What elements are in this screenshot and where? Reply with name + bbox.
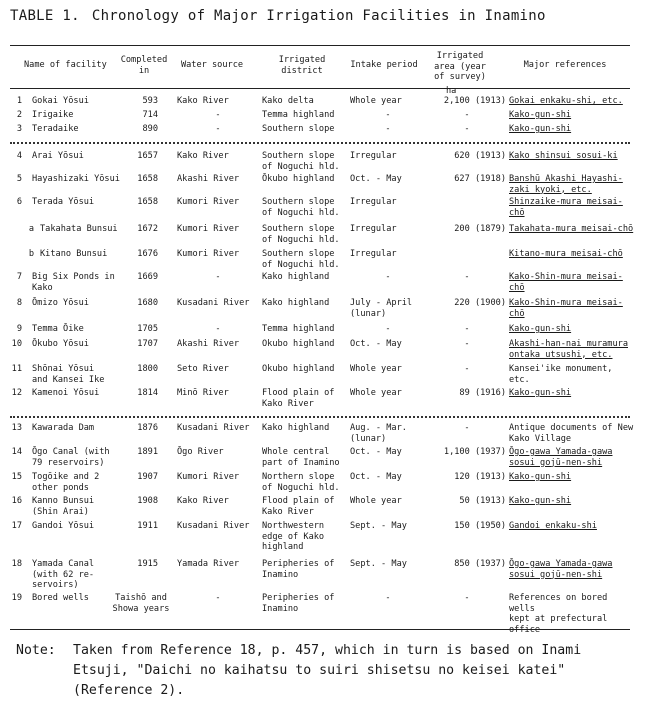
cell-completed: 714 (142, 110, 158, 120)
cell-completed: 1891 (137, 447, 158, 457)
cell-refs: Takahata-mura meisai-chō (509, 224, 634, 234)
cell-water: Kumori River (177, 472, 240, 482)
cell-district: Kako delta (262, 96, 314, 106)
cell-district: Okubo highland (262, 364, 335, 374)
cell-refs: Ōgo-gawa Yamada-gawa sosui gojū-nen-shi (509, 559, 613, 580)
cell-water: Kusadani River (177, 423, 250, 433)
cell-refs: Kako-gun-shi (509, 472, 572, 482)
cell-district: Ōkubo highland (262, 174, 335, 184)
cell-name: Arai Yōsui (32, 151, 84, 161)
cell-completed: 1800 (137, 364, 158, 374)
cell-intake: Aug. - Mar. (lunar) (350, 423, 407, 444)
row-number: 13 (11, 423, 22, 433)
cell-intake: July - April (lunar) (350, 298, 413, 319)
cell-area: 120 (1913) (454, 472, 506, 482)
cell-completed: 1908 (137, 496, 158, 506)
cell-completed: 1672 (137, 224, 158, 234)
cell-name: Ōgo Canal (with 79 reservoirs) (32, 447, 110, 468)
cell-refs: Kako-Shin-mura meisai-chō (509, 298, 623, 319)
top-rule (10, 45, 630, 46)
cell-intake: - (385, 272, 391, 282)
cell-area: 89 (1916) (459, 388, 506, 398)
cell-completed: Taishō and Showa years (112, 593, 170, 614)
cell-refs: Kako-gun-shi (509, 124, 572, 134)
cell-area: - (464, 272, 470, 282)
cell-refs: Shinzaike-mura meisai-chō (509, 197, 623, 218)
cell-intake: Irregular (350, 224, 397, 234)
cell-water: Kumori River (177, 249, 240, 259)
cell-completed: 1814 (137, 388, 158, 398)
row-number: 12 (11, 388, 22, 398)
cell-district: Southern slope of Noguchi hld. (262, 151, 340, 172)
cell-completed: 593 (142, 96, 158, 106)
cell-district: Kako highland (262, 272, 330, 282)
cell-refs: Gandoi enkaku-shi (509, 521, 597, 531)
cell-district: Peripheries of Inamino (262, 559, 335, 580)
table-title (10, 8, 558, 24)
cell-completed: 1680 (137, 298, 158, 308)
row-number: 10 (11, 339, 22, 349)
cell-refs: Antique documents of New Kako Village (509, 423, 634, 444)
cell-name: Kanno Bunsui (Shin Arai) (32, 496, 95, 517)
cell-water: Kumori River (177, 197, 240, 207)
cell-refs: Kako-gun-shi (509, 388, 572, 398)
cell-water: Ōgo River (177, 447, 224, 457)
header-completed: Completed in (120, 55, 168, 76)
cell-refs: Kansei'ike monument, etc. (509, 364, 613, 385)
row-number: 18 (11, 559, 22, 569)
cell-district: Temma highland (262, 110, 335, 120)
cell-area: 50 (1913) (459, 496, 506, 506)
cell-water: Kusadani River (177, 298, 250, 308)
cell-district: Flood plain of Kako River (262, 388, 335, 409)
cell-district: Peripheries of Inamino (262, 593, 335, 614)
cell-refs: Banshū Akashi Hayashi- zaki kyoki, etc. (509, 174, 623, 195)
cell-water: Kako River (177, 496, 229, 506)
cell-intake: - (385, 593, 391, 603)
row-number: 5 (16, 174, 22, 184)
cell-name: Ōkubo Yōsui (32, 339, 89, 349)
cell-intake: - (385, 110, 391, 120)
cell-name: Temma Ōike (32, 324, 84, 334)
cell-area: 627 (1918) (454, 174, 506, 184)
cell-area: - (464, 364, 470, 374)
row-number: 14 (11, 447, 22, 457)
cell-intake: Sept. - May (350, 559, 407, 569)
cell-area: 200 (1879) (454, 224, 506, 234)
cell-refs: Ōgo-gawa Yamada-gawa sosui gojū-nen-shi (509, 447, 613, 468)
cell-intake: Irregular (350, 249, 397, 259)
cell-name: Irigaike (32, 110, 74, 120)
cell-water: Yamada River (177, 559, 240, 569)
cell-refs: Kako-gun-shi (509, 110, 572, 120)
row-number: 17 (11, 521, 22, 531)
cell-name: Shōnai Yōsui and Kansei Ike (32, 364, 105, 385)
row-number: 1 (16, 96, 22, 106)
cell-intake: Sept. - May (350, 521, 407, 531)
cell-district: Southern slope (262, 124, 335, 134)
cell-intake: Oct. - May (350, 447, 402, 457)
cell-completed: 1907 (137, 472, 158, 482)
row-number: 3 (16, 124, 22, 134)
cell-completed: 1876 (137, 423, 158, 433)
cell-district: Kako highland (262, 298, 330, 308)
cell-completed: 890 (142, 124, 158, 134)
cell-completed: 1669 (137, 272, 158, 282)
cell-area: - (464, 110, 470, 120)
cell-completed: 1705 (137, 324, 158, 334)
cell-area: 220 (1900) (454, 298, 506, 308)
cell-water: Kako River (177, 151, 229, 161)
header-water-source: Water source (180, 60, 244, 70)
header-name: Name of facility (24, 60, 107, 70)
cell-name: Kitano Bunsui (40, 249, 108, 259)
cell-district: Northwestern edge of Kako highland (262, 521, 325, 552)
cell-intake: Whole year (350, 496, 402, 506)
cell-name: Big Six Ponds in Kako (32, 272, 115, 293)
cell-district: Northern slope of Noguchi hld. (262, 472, 340, 493)
cell-name: Terada Yōsui (32, 197, 95, 207)
cell-area: - (464, 593, 470, 603)
header-rule (10, 88, 630, 89)
row-number: 6 (16, 197, 22, 207)
era-separator (10, 142, 630, 144)
cell-water: Seto River (177, 364, 229, 374)
note-line: Etsuji, "Daichi no kaihatsu to suiri shisetsu no keisei katei" (73, 663, 566, 678)
cell-refs: Gokai enkaku-shi, etc. (509, 96, 623, 106)
cell-area: 1,100 (1937) (443, 447, 506, 457)
cell-refs: Kako-gun-shi (509, 324, 572, 334)
header-intake-period: Intake period (350, 60, 418, 70)
cell-district: Southern slope of Noguchi hld. (262, 197, 340, 218)
cell-completed: 1658 (137, 174, 158, 184)
cell-completed: 1676 (137, 249, 158, 259)
row-number: 2 (16, 110, 22, 120)
unit-label: ha (446, 86, 457, 96)
cell-district: Southern slope of Noguchi hld. (262, 224, 340, 245)
cell-completed: 1915 (137, 559, 158, 569)
cell-intake: Whole year (350, 96, 402, 106)
cell-water: Kusadani River (177, 521, 250, 531)
cell-district: Temma highland (262, 324, 335, 334)
note-line: Taken from Reference 18, p. 457, which in turn is based on Inami (73, 643, 582, 658)
cell-intake: Whole year (350, 364, 402, 374)
cell-name: Yamada Canal (with 62 re- servoirs) (32, 559, 95, 590)
table-title-text: Chronology of Major Irrigation Facilities in Inamino (91, 8, 546, 24)
cell-water: Minō River (177, 388, 229, 398)
cell-intake: Irregular (350, 197, 397, 207)
cell-water: Kumori River (177, 224, 240, 234)
cell-district: Kako highland (262, 423, 330, 433)
cell-area: 620 (1913) (454, 151, 506, 161)
cell-area: 150 (1950) (454, 521, 506, 531)
cell-name: Kawarada Dam (32, 423, 95, 433)
cell-area: - (464, 124, 470, 134)
cell-completed: 1911 (137, 521, 158, 531)
cell-refs: Kako-Shin-mura meisai-chō (509, 272, 623, 293)
cell-intake: Whole year (350, 388, 402, 398)
note-label: Note: (16, 643, 56, 658)
table-label: TABLE 1. (10, 8, 80, 24)
header-irrigated-area: Irrigated area (year of survey) (434, 51, 486, 82)
cell-refs: Kako shinsui sosui-ki (509, 151, 618, 161)
cell-name: Kamenoi Yōsui (32, 388, 100, 398)
cell-district: Okubo highland (262, 339, 335, 349)
row-number: 7 (16, 272, 22, 282)
row-number: a (28, 224, 34, 234)
row-number: 15 (11, 472, 22, 482)
cell-name: Takahata Bunsui (40, 224, 118, 234)
cell-water: Kako River (177, 96, 229, 106)
cell-intake: - (385, 124, 391, 134)
cell-intake: Irregular (350, 151, 397, 161)
cell-water: - (215, 110, 221, 120)
row-number: 9 (16, 324, 22, 334)
cell-water: Akashi River (177, 174, 240, 184)
cell-district: Flood plain of Kako River (262, 496, 335, 517)
cell-completed: 1657 (137, 151, 158, 161)
row-number: 11 (11, 364, 22, 374)
row-number: 4 (16, 151, 22, 161)
cell-area: 850 (1937) (454, 559, 506, 569)
cell-intake: Oct. - May (350, 174, 402, 184)
cell-name: Bored wells (32, 593, 89, 603)
cell-intake: Oct. - May (350, 339, 402, 349)
cell-name: Togōike and 2 other ponds (32, 472, 100, 493)
cell-water: - (215, 324, 221, 334)
cell-name: Gokai Yōsui (32, 96, 89, 106)
cell-water: Akashi River (177, 339, 240, 349)
row-number: 8 (16, 298, 22, 308)
cell-refs: References on bored wells kept at prefectural office (509, 593, 608, 635)
cell-name: Teradaike (32, 124, 79, 134)
row-number: 16 (11, 496, 22, 506)
cell-refs: Akashi-han-nai muramura ontaka utsushi, etc. (509, 339, 628, 360)
cell-name: Gandoi Yōsui (32, 521, 95, 531)
row-number: b (28, 249, 34, 259)
row-number: 19 (11, 593, 22, 603)
cell-name: Hayashizaki Yōsui (32, 174, 120, 184)
cell-water: - (215, 593, 221, 603)
cell-intake: Oct. - May (350, 472, 402, 482)
cell-area: - (464, 339, 470, 349)
cell-completed: 1707 (137, 339, 158, 349)
cell-refs: Kako-gun-shi (509, 496, 572, 506)
cell-water: - (215, 124, 221, 134)
note-line: (Reference 2). (73, 683, 185, 698)
cell-water: - (215, 272, 221, 282)
header-major-references: Major references (523, 60, 607, 70)
header-irrigated-district: Irrigated district (278, 55, 326, 76)
cell-area: - (464, 324, 470, 334)
cell-name: Ōmizo Yōsui (32, 298, 89, 308)
cell-intake: - (385, 324, 391, 334)
cell-refs: Kitano-mura meisai-chō (509, 249, 623, 259)
cell-area: 2,100 (1913) (443, 96, 506, 106)
cell-district: Whole central part of Inamino (262, 447, 340, 468)
bottom-rule (10, 629, 630, 630)
cell-district: Southern slope of Noguchi hld. (262, 249, 340, 270)
era-separator (10, 416, 630, 418)
cell-area: - (464, 423, 470, 433)
cell-completed: 1658 (137, 197, 158, 207)
